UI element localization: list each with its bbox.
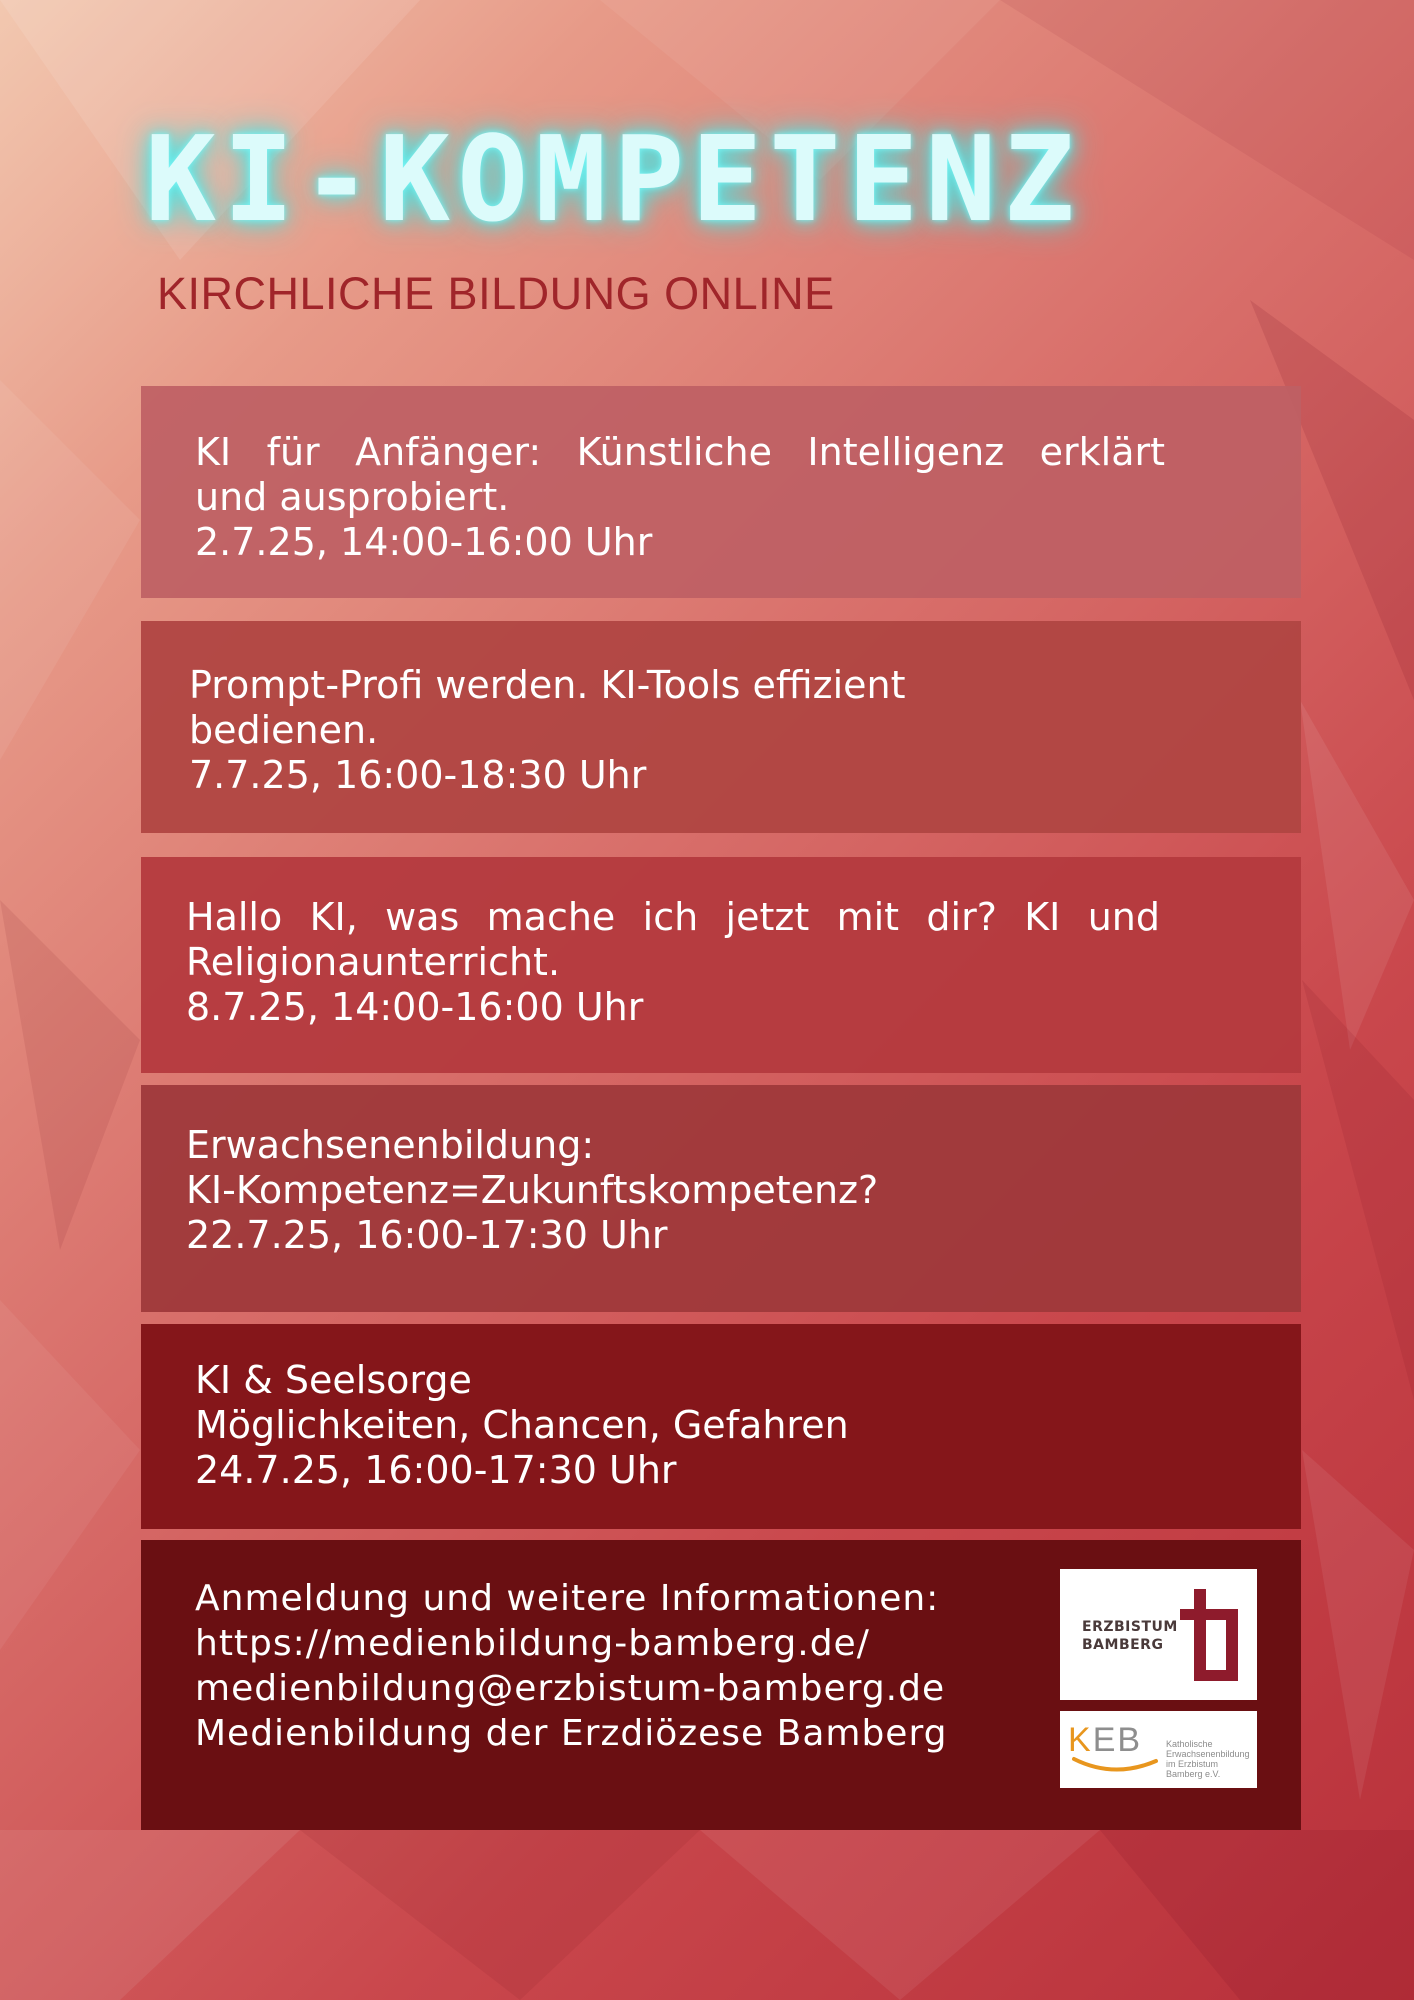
event-title-line: Religionaunterricht. (186, 940, 561, 984)
event-title-line: bedienen. (189, 708, 379, 752)
keb-logo-k: K (1068, 1721, 1093, 1759)
event-title-line: und ausprobiert. (195, 475, 510, 519)
keb-logo-eb: EB (1092, 1721, 1143, 1759)
erzbistum-logo-text: ERZBISTUM (1082, 1619, 1178, 1635)
event-card (141, 857, 1301, 1073)
event-title-line: KI & Seelsorge (195, 1358, 472, 1402)
website-link[interactable]: https://medienbildung-bamberg.de/ (195, 1623, 870, 1664)
keb-logo-text: Bamberg e.V. (1166, 1769, 1221, 1779)
event-card (141, 621, 1301, 833)
event-date: 2.7.25, 14:00-16:00 Uhr (195, 520, 653, 564)
info-box (141, 1540, 1301, 1830)
keb-logo-text: Katholische (1166, 1739, 1213, 1749)
event-title-line: KI für Anfänger: Künstliche Intelligenz erklärt (195, 430, 1165, 474)
keb-swoosh-icon (1070, 1755, 1160, 1777)
email-link[interactable]: medienbildung@erzbistum-bamberg.de (195, 1668, 946, 1709)
event-card (141, 1324, 1301, 1529)
event-title-line: Erwachsenenbildung: (186, 1123, 595, 1167)
keb-logo (1060, 1711, 1257, 1788)
poster-subtitle: KIRCHLICHE BILDUNG ONLINE (157, 268, 835, 319)
poster-title: KI-KOMPETENZ (145, 110, 1082, 248)
keb-logo-text: im Erzbistum (1166, 1759, 1219, 1769)
event-title-line: Prompt-Profi werden. KI-Tools effizient (189, 663, 906, 707)
organization-name: Medienbildung der Erzdiözese Bamberg (195, 1713, 948, 1754)
event-card (141, 1085, 1301, 1312)
erzbistum-logo-text: BAMBERG (1082, 1637, 1164, 1653)
event-date: 22.7.25, 16:00-17:30 Uhr (186, 1213, 668, 1257)
info-text (195, 1576, 947, 1756)
cross-icon (1180, 1589, 1238, 1681)
event-card (141, 386, 1301, 598)
event-title-line: Hallo KI, was mache ich jetzt mit dir? KI und (186, 895, 1160, 939)
erzbistum-bamberg-logo (1060, 1569, 1257, 1700)
registration-label: Anmeldung und weitere Informationen: (195, 1578, 940, 1619)
event-title-line: Möglichkeiten, Chancen, Gefahren (195, 1403, 849, 1447)
keb-logo-text: Erwachsenenbildung (1166, 1749, 1250, 1759)
event-title-line: KI-Kompetenz=Zukunftskompetenz? (186, 1168, 879, 1212)
event-date: 8.7.25, 14:00-16:00 Uhr (186, 985, 644, 1029)
event-date: 24.7.25, 16:00-17:30 Uhr (195, 1448, 677, 1492)
event-date: 7.7.25, 16:00-18:30 Uhr (189, 753, 647, 797)
